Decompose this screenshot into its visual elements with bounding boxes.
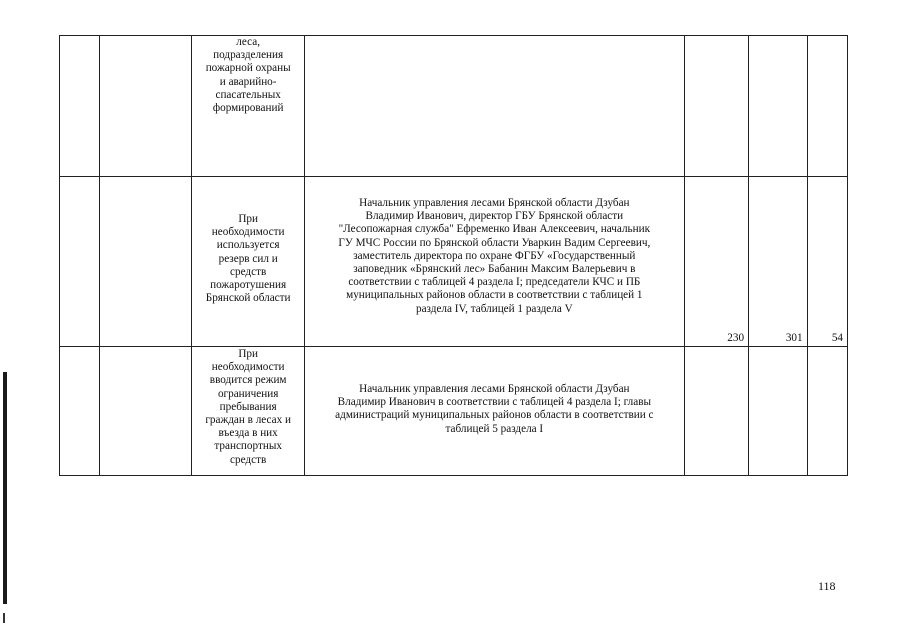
responsible-line: соответствии с таблицей 4 раздела I; председатели КЧС и ПБ: [348, 276, 641, 289]
measure-line: средств: [230, 453, 267, 466]
table-cell-index: [60, 347, 100, 476]
table-cell-value: [807, 36, 847, 177]
measure-line: въезда в них: [218, 427, 278, 440]
measure-line: пожаротушения: [210, 279, 287, 292]
measure-line: необходимости: [211, 226, 285, 239]
table-cell-measure: [192, 347, 305, 476]
table-cell-value: 230: [684, 177, 749, 347]
measure-line: граждан в лесах и: [205, 414, 291, 427]
table-cell-value: 301: [749, 177, 808, 347]
measure-line: При: [238, 348, 258, 360]
responsible-line: Владимир Иванович, директор ГБУ Брянской области: [365, 210, 624, 223]
table-cell-responsible: [305, 36, 684, 177]
page-number: 118: [818, 579, 836, 593]
responsible-line: Начальник управления лесами Брянской области Дзубан: [359, 197, 630, 209]
table-cell-index: [60, 177, 100, 347]
table-cell-condition: [100, 177, 192, 347]
table-cell-value: 54: [807, 177, 847, 347]
measure-line: пребывания: [219, 400, 277, 413]
measure-line: спасательных: [215, 88, 281, 101]
table-row: [60, 347, 848, 476]
responsible-line: заповедник «Брянский лес» Бабанин Максим Валерьевич в: [353, 263, 636, 276]
table-cell-condition: [100, 347, 192, 476]
responsible-line: администраций муниципальных районов области в соответствии с: [335, 409, 654, 422]
table-cell-responsible: [305, 347, 684, 476]
responsible-line: ГУ МЧС России по Брянской области Уваркин Вадим Сергеевич,: [338, 236, 651, 249]
measure-line: пожарной охраны: [205, 62, 291, 75]
measure-line: Брянской области: [205, 292, 291, 305]
measure-line: При: [238, 213, 258, 225]
table-row: [60, 36, 848, 177]
measure-line: ограничения: [217, 387, 279, 400]
table-cell-responsible: [305, 177, 684, 347]
table-row: [60, 177, 848, 347]
measure-line: леса,: [236, 36, 260, 48]
scan-edge-tick: [3, 613, 5, 623]
measure-line: используется: [216, 239, 280, 252]
measure-line: вводится режим: [209, 374, 287, 387]
measure-line: резерв сил и: [218, 252, 278, 265]
table-cell-measure: [192, 177, 305, 347]
measure-line: и аварийно-: [219, 75, 277, 88]
responsible-line: раздела IV, таблицей 1 раздела V: [415, 302, 573, 315]
scan-edge-mark: [3, 372, 7, 604]
table-cell-index: [60, 36, 100, 177]
measure-line: необходимости: [211, 361, 285, 374]
measure-line: формирований: [212, 102, 284, 115]
responsible-line: заместитель директора по охране ФГБУ «Государственный: [353, 249, 636, 262]
responsible-line: муниципальных районов области в соответствии с таблицей 1: [346, 289, 643, 302]
table-cell-value: [684, 347, 749, 476]
measure-line: подразделения: [213, 49, 284, 62]
table-cell-value: [749, 347, 808, 476]
fire-measures-table: [59, 35, 848, 476]
table-cell-value: [684, 36, 749, 177]
table-cell-measure: [192, 36, 305, 177]
table-cell-value: [807, 347, 847, 476]
responsible-line: Начальник управления лесами Брянской области Дзубан: [359, 383, 630, 395]
table-cell-condition: [100, 36, 192, 177]
measure-line: средств: [230, 265, 267, 278]
responsible-line: таблицей 5 раздела I: [445, 422, 544, 435]
responsible-line: "Лесопожарная служба" Ефременко Иван Алексеевич, начальник: [338, 223, 651, 236]
measure-line: транспортных: [214, 440, 282, 453]
responsible-line: Владимир Иванович в соответствии с таблицей 4 раздела I; главы: [337, 396, 651, 409]
table-cell-value: [749, 36, 808, 177]
